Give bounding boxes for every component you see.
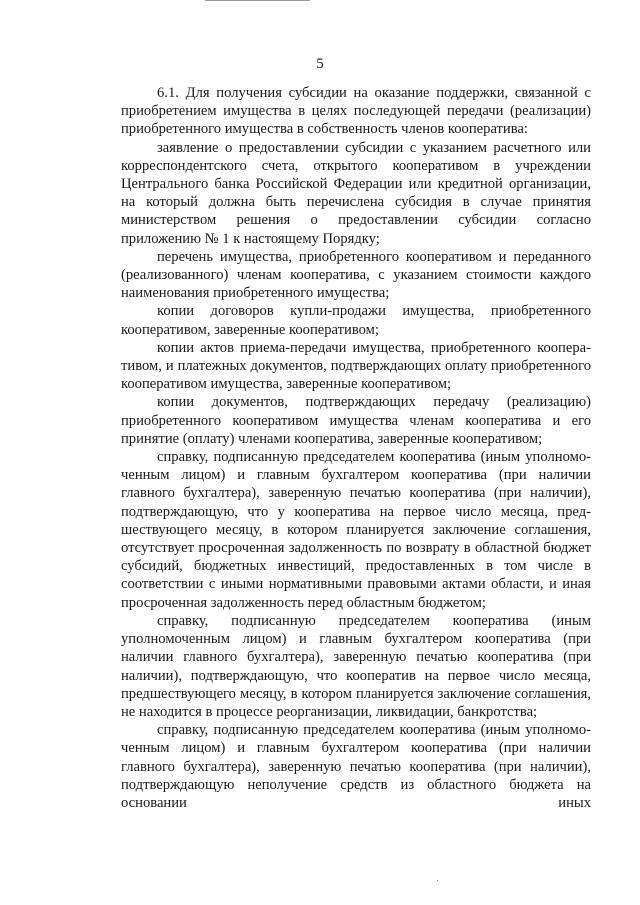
paragraph-property-list: перечень имущества, приобретенного кооперативом и переданного (реализованного) членам кооператива, с указанием стоимости каждого наименования приобретенного имущества; [121, 248, 591, 302]
paragraph-non-receipt-certificate: справку, подписанную председателем кооператива (иным уполномоченным лицом) и главным бухгалтером кооператива (при наличии главного бухгалтера), заверенную печатью кооператива (при наличии), подтверждающую неполучение средств из областного бюджета на основании иных [121, 722, 591, 811]
paragraph-debt-certificate: справку, подписанную председателем кооператива (иным уполномоченным лицом) и главным бухгалтером кооператива (при наличии главного бухгалтера), заверенную печатью кооператива (при наличии), подтверждающую, что у кооператива на первое число месяца, предшествующего месяцу, в котором планируется заключение соглашения, отсутствует просроченная задолженность по возврату в областной бюджет субсидий, бюджетных инвестиций, предоставленных в том числе в соответствии с иными нормативными правовыми актами области, и иная просроченная задолженность перед областным бюджетом; [121, 449, 591, 611]
page-number: 5 [316, 56, 324, 72]
paragraph-application: заявление о предоставлении субсидии с указанием расчетного или корреспондентского счета, открытого кооперативом в учреждении Центрального банка Российской Федерации или кредитной организации, на который должна быть перечислена субсидия в случае принятия министерством решения о предоставлении субсидии согласно приложению № 1 к настоящему Порядку; [121, 139, 591, 247]
paragraph-reorganization-certificate: справку, подписанную председателем кооператива (иным уполномоченным лицом) и главным бухгалтером кооператива (при наличии главного бухгалтера), заверенную печатью кооператива (при наличии), подтверждающую, что кооператив на первое число месяца, предшествующего месяцу, в котором планируется заключение соглашения, не находится в процессе реорганизации, ликвидации, банкротства; [121, 612, 591, 720]
document-body [121, 84, 591, 812]
paragraph-6-1-intro: 6.1. Для получения субсидии на оказание поддержки, связанной с приобретением имущества в целях последующей передачи (реализации) приобретенного имущества в собственность членов кооператива: [121, 85, 591, 138]
paragraph-sale-contracts: копии договоров купли-продажи имущества, приобретенного кооперативом, заверенные кооперативом; [121, 303, 591, 338]
scan-speck [437, 880, 438, 881]
paragraph-transfer-acts: копии актов приема-передачи имущества, приобретенного кооперативом, и платежных документов, подтверждающих оплату приобретенного кооперативом имущества, заверенные кооперативом; [121, 339, 591, 393]
top-edge-rule [205, 0, 310, 1]
paragraph-transfer-documents: копии документов, подтверждающих передачу (реализацию) приобретенного кооперативом имущества членам кооператива и его принятие (оплату) членами кооператива, заверенные кооперативом; [121, 394, 591, 447]
